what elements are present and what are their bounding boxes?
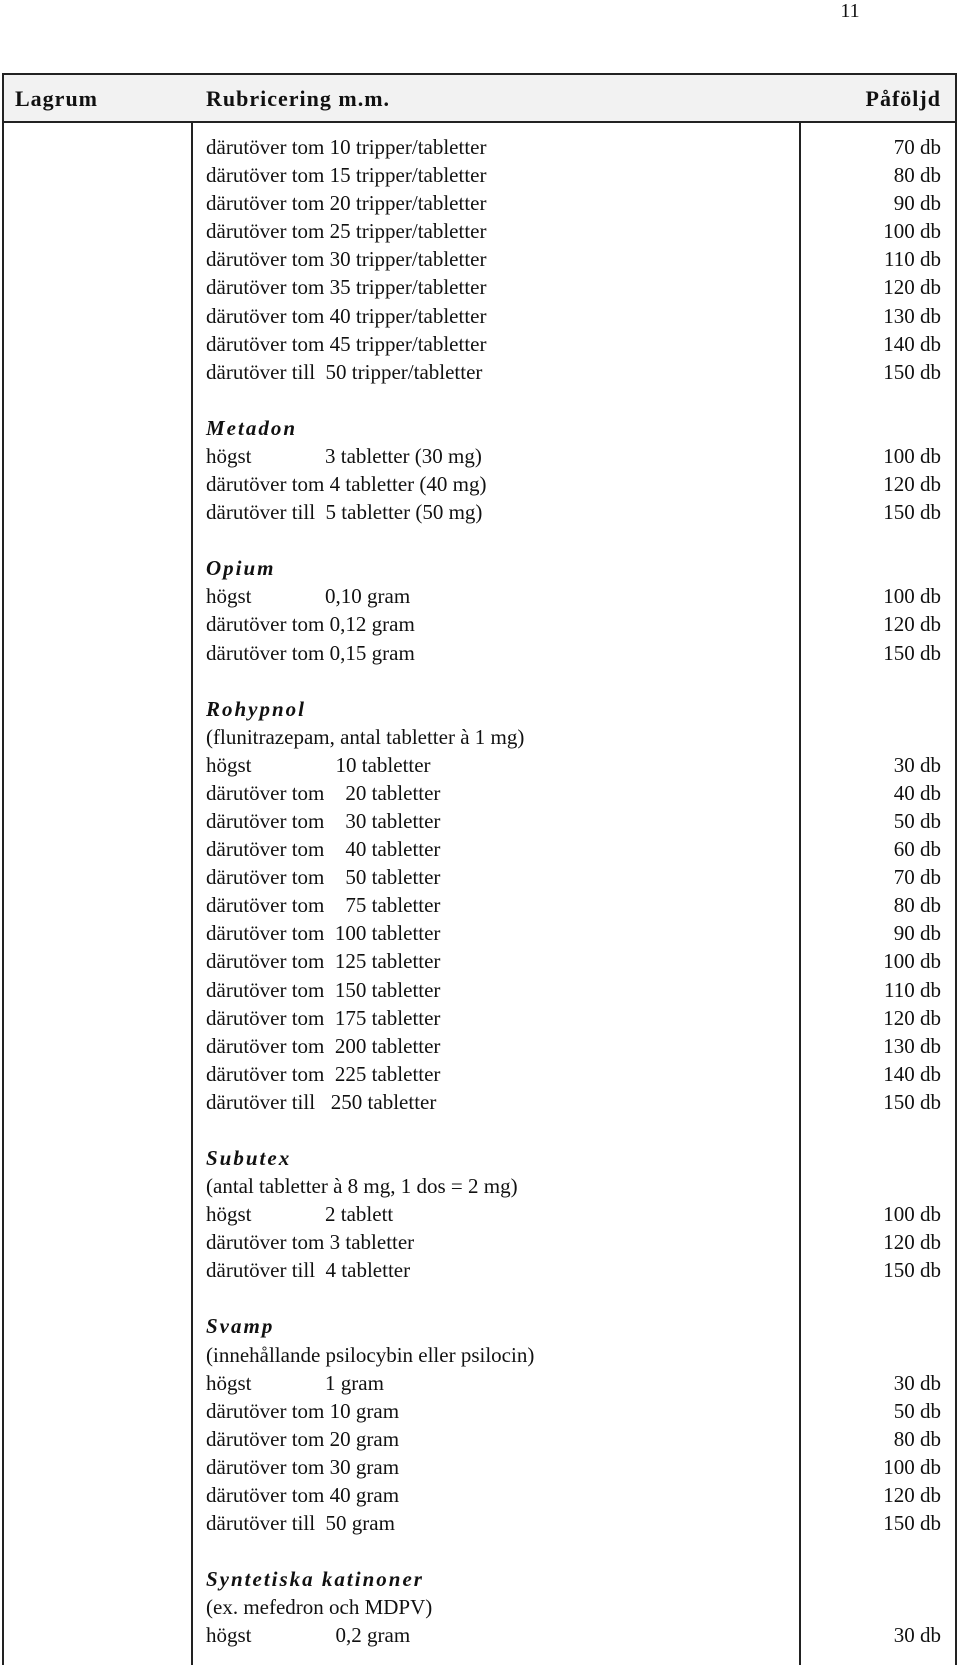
row-penalty: 120 db bbox=[883, 1230, 941, 1255]
row-penalty: 50 db bbox=[893, 808, 941, 833]
table-row bbox=[4, 639, 955, 667]
row-penalty: 70 db bbox=[893, 865, 941, 890]
table-row bbox=[4, 976, 955, 1004]
row-penalty: 60 db bbox=[893, 837, 941, 862]
row-penalty: 150 db bbox=[883, 359, 941, 384]
section-title bbox=[4, 695, 955, 723]
table-row bbox=[4, 863, 955, 891]
table-row bbox=[4, 582, 955, 610]
row-description: därutöver tom 0,12 gram bbox=[206, 612, 415, 637]
table-row bbox=[4, 1200, 955, 1228]
section-gap bbox=[4, 667, 955, 695]
row-description: högst 0,2 gram bbox=[206, 1623, 411, 1648]
row-penalty: 150 db bbox=[883, 500, 941, 525]
table-row bbox=[4, 330, 955, 358]
row-description: högst 0,10 gram bbox=[206, 584, 411, 609]
section-title bbox=[4, 414, 955, 442]
row-description: därutöver tom 50 tabletter bbox=[206, 865, 441, 890]
table-row bbox=[4, 1228, 955, 1256]
row-description: därutöver till 250 tabletter bbox=[206, 1089, 437, 1114]
section-title-text: Rohypnol bbox=[206, 696, 307, 721]
row-description: därutöver tom 100 tabletter bbox=[206, 921, 441, 946]
row-description: därutöver tom 20 gram bbox=[206, 1426, 400, 1451]
section-title-text: Opium bbox=[206, 556, 276, 581]
table-row bbox=[4, 891, 955, 919]
row-penalty: 90 db bbox=[893, 191, 941, 216]
row-penalty: 130 db bbox=[883, 1033, 941, 1058]
row-penalty: 100 db bbox=[883, 1454, 941, 1479]
table-row bbox=[4, 245, 955, 273]
row-penalty: 130 db bbox=[883, 303, 941, 328]
row-description: därutöver till 50 tripper/tabletter bbox=[206, 359, 483, 384]
row-description: därutöver tom 200 tabletter bbox=[206, 1033, 441, 1058]
header-pafoljd: Påföljd bbox=[865, 86, 941, 111]
row-penalty: 120 db bbox=[883, 275, 941, 300]
table-row bbox=[4, 498, 955, 526]
table-row bbox=[4, 302, 955, 330]
row-description: därutöver tom 45 tripper/tabletter bbox=[206, 331, 487, 356]
section-subtitle-text: (innehållande psilocybin eller psilocin) bbox=[206, 1342, 535, 1367]
section-title-text: Svamp bbox=[206, 1314, 275, 1339]
row-description: därutöver tom 25 tripper/tabletter bbox=[206, 219, 487, 244]
table-row bbox=[4, 1088, 955, 1116]
table-row bbox=[4, 1032, 955, 1060]
section-title-text: Syntetiska katinoner bbox=[206, 1567, 424, 1592]
section-title bbox=[4, 554, 955, 582]
row-penalty: 110 db bbox=[884, 977, 941, 1002]
header-lagrum: Lagrum bbox=[15, 86, 98, 111]
page-number: 11 bbox=[840, 0, 860, 22]
table-row bbox=[4, 133, 955, 161]
table-header bbox=[4, 75, 955, 123]
row-penalty: 120 db bbox=[883, 1483, 941, 1508]
section-gap bbox=[4, 1284, 955, 1312]
row-description: därutöver tom 225 tabletter bbox=[206, 1061, 441, 1086]
row-description: därutöver tom 3 tabletter bbox=[206, 1230, 415, 1255]
row-penalty: 140 db bbox=[883, 1061, 941, 1086]
row-penalty: 80 db bbox=[893, 1426, 941, 1451]
section-gap bbox=[4, 386, 955, 414]
section-subtitle-text: (ex. mefedron och MDPV) bbox=[206, 1595, 433, 1620]
table-row bbox=[4, 807, 955, 835]
table-row bbox=[4, 751, 955, 779]
row-penalty: 30 db bbox=[893, 1623, 941, 1648]
table-row bbox=[4, 273, 955, 301]
row-description: högst 1 gram bbox=[206, 1370, 384, 1395]
row-description: därutöver tom 40 gram bbox=[206, 1483, 400, 1508]
table-row bbox=[4, 1060, 955, 1088]
row-description: därutöver till 50 gram bbox=[206, 1511, 395, 1536]
table-row bbox=[4, 1256, 955, 1284]
row-penalty: 100 db bbox=[883, 949, 941, 974]
section-title bbox=[4, 1565, 955, 1593]
row-description: därutöver tom 30 gram bbox=[206, 1454, 400, 1479]
section-subtitle bbox=[4, 1341, 955, 1369]
row-description: högst 10 tabletter bbox=[206, 752, 431, 777]
row-penalty: 30 db bbox=[893, 1370, 941, 1395]
row-description: därutöver tom 20 tripper/tabletter bbox=[206, 191, 487, 216]
row-description: därutöver tom 20 tabletter bbox=[206, 780, 441, 805]
row-penalty: 150 db bbox=[883, 1089, 941, 1114]
row-penalty: 120 db bbox=[883, 612, 941, 637]
table-row bbox=[4, 161, 955, 189]
table-row bbox=[4, 470, 955, 498]
row-penalty: 120 db bbox=[883, 472, 941, 497]
row-penalty: 70 db bbox=[893, 135, 941, 159]
table-row bbox=[4, 1369, 955, 1397]
table-row bbox=[4, 1509, 955, 1537]
table-row bbox=[4, 217, 955, 245]
section-subtitle bbox=[4, 1593, 955, 1621]
row-description: därutöver tom 40 tripper/tabletter bbox=[206, 303, 487, 328]
row-description: därutöver tom 15 tripper/tabletter bbox=[206, 163, 487, 188]
section-subtitle bbox=[4, 723, 955, 751]
row-penalty: 150 db bbox=[883, 1511, 941, 1536]
table-row bbox=[4, 1425, 955, 1453]
row-description: därutöver tom 0,15 gram bbox=[206, 640, 415, 665]
section-gap bbox=[4, 1116, 955, 1144]
row-description: därutöver tom 10 gram bbox=[206, 1398, 400, 1423]
row-description: högst 2 tablett bbox=[206, 1202, 394, 1227]
section-gap bbox=[4, 1537, 955, 1565]
row-penalty: 100 db bbox=[883, 443, 941, 468]
row-description: högst 3 tabletter (30 mg) bbox=[206, 443, 482, 468]
row-description: därutöver tom 175 tabletter bbox=[206, 1005, 441, 1030]
row-description: därutöver tom 150 tabletter bbox=[206, 977, 441, 1002]
section-subtitle bbox=[4, 1172, 955, 1200]
row-description: därutöver tom 4 tabletter (40 mg) bbox=[206, 472, 487, 497]
row-description: därutöver till 5 tabletter (50 mg) bbox=[206, 500, 483, 525]
table-body bbox=[4, 133, 955, 1650]
row-description: därutöver tom 10 tripper/tabletter bbox=[206, 135, 487, 159]
row-description: därutöver tom 125 tabletter bbox=[206, 949, 441, 974]
section-title-text: Subutex bbox=[206, 1146, 292, 1170]
row-penalty: 100 db bbox=[883, 219, 941, 244]
table-row bbox=[4, 189, 955, 217]
section-gap bbox=[4, 526, 955, 554]
row-penalty: 100 db bbox=[883, 584, 941, 609]
table-row bbox=[4, 1453, 955, 1481]
row-penalty: 40 db bbox=[893, 780, 941, 805]
table-row bbox=[4, 779, 955, 807]
row-penalty: 150 db bbox=[883, 640, 941, 665]
table-row bbox=[4, 947, 955, 975]
row-penalty: 110 db bbox=[884, 247, 941, 272]
row-penalty: 80 db bbox=[893, 163, 941, 188]
table-row bbox=[4, 1397, 955, 1425]
section-title bbox=[4, 1312, 955, 1340]
section-subtitle-text: (antal tabletter à 8 mg, 1 dos = 2 mg) bbox=[206, 1174, 518, 1199]
section-title-text: Metadon bbox=[206, 415, 298, 440]
table-row bbox=[4, 1621, 955, 1649]
table-row bbox=[4, 835, 955, 863]
row-description: därutöver tom 40 tabletter bbox=[206, 837, 441, 862]
section-subtitle-text: (flunitrazepam, antal tabletter à 1 mg) bbox=[206, 724, 525, 749]
table-row bbox=[4, 919, 955, 947]
row-penalty: 90 db bbox=[893, 921, 941, 946]
table-row bbox=[4, 358, 955, 386]
row-penalty: 120 db bbox=[883, 1005, 941, 1030]
row-description: därutöver till 4 tabletter bbox=[206, 1258, 411, 1283]
table-row bbox=[4, 610, 955, 638]
row-description: därutöver tom 30 tripper/tabletter bbox=[206, 247, 487, 272]
row-description: därutöver tom 35 tripper/tabletter bbox=[206, 275, 487, 300]
table-row bbox=[4, 1481, 955, 1509]
section-title bbox=[4, 1144, 955, 1172]
table-row bbox=[4, 442, 955, 470]
row-penalty: 150 db bbox=[883, 1258, 941, 1283]
header-rubricering: Rubricering m.m. bbox=[206, 86, 391, 111]
row-description: därutöver tom 75 tabletter bbox=[206, 893, 441, 918]
row-penalty: 100 db bbox=[883, 1202, 941, 1227]
row-penalty: 30 db bbox=[893, 752, 941, 777]
table-row bbox=[4, 1004, 955, 1032]
row-penalty: 80 db bbox=[893, 893, 941, 918]
row-penalty: 50 db bbox=[893, 1398, 941, 1423]
row-description: därutöver tom 30 tabletter bbox=[206, 808, 441, 833]
row-penalty: 140 db bbox=[883, 331, 941, 356]
penalty-table bbox=[2, 73, 957, 1665]
